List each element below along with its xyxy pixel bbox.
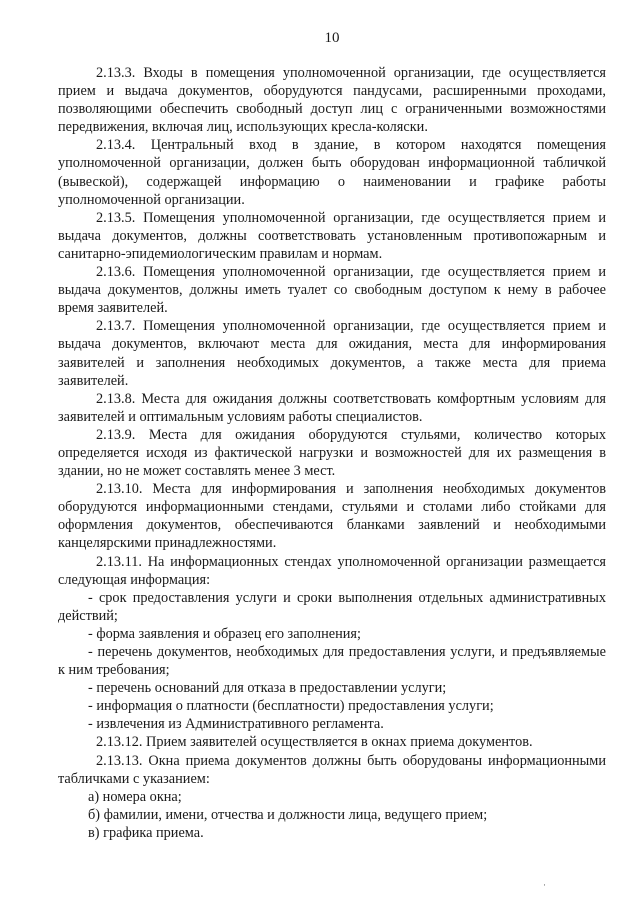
paragraph-2-13-13: 2.13.13. Окна приема документов должны быть оборудованы информационными табличками с указанием: xyxy=(58,752,606,787)
paragraph-2-13-9: 2.13.9. Места для ожидания оборудуются стульями, количество которых определяется исходя из фактической нагрузки и возможностей для их размещения в здании, но не может составлять менее 3 мест. xyxy=(58,426,606,480)
paragraph-2-13-7: 2.13.7. Помещения уполномоченной организации, где осуществляется прием и выдача документов, включают места для ожидания, места для информирования заявителей и заполнения необходимых документов, а также места для приема заявителей. xyxy=(58,318,606,389)
paragraph-2-13-8: 2.13.8. Места для ожидания должны соответствовать комфортным условиям для заявителей и оптимальным условиям работы специалистов. xyxy=(58,390,606,425)
paragraph-2-13-6: 2.13.6. Помещения уполномоченной организации, где осуществляется прием и выдача документов, должны иметь туалет со свободным доступом к нему в рабочее время заявителей. xyxy=(58,264,606,317)
list-item: в) графика приема. xyxy=(88,824,204,841)
page-number: 10 xyxy=(324,30,340,46)
paragraph-2-13-3: 2.13.3. Входы в помещения уполномоченной организации, где осуществляется прием и выдача документов, оборудуются пандусами, расширенными проходами, позволяющими обеспечить свободный доступ лиц с ограниченными возможностями передвижения, включая лиц, использующих кресла-коляски. xyxy=(58,65,606,136)
paragraph-2-13-4: 2.13.4. Центральный вход в здание, в котором находятся помещения уполномоченной организации, должен быть оборудован информационной табличкой (вывеской), содержащей информацию о наименовании и графике работы уполномоченной организации. xyxy=(58,137,606,208)
list-item: - извлечения из Административного регламента. xyxy=(88,716,384,733)
paragraph-2-13-12: 2.13.12. Прием заявителей осуществляется в окнах приема документов. xyxy=(96,734,533,751)
list-item: - форма заявления и образец его заполнения; xyxy=(88,625,361,642)
list-item: - срок предоставления услуги и сроки выполнения отдельных административных действий; xyxy=(58,589,606,624)
list-item: б) фамилии, имени, отчества и должности лица, ведущего прием; xyxy=(88,806,488,823)
list-item: - перечень оснований для отказа в предоставлении услуги; xyxy=(88,680,447,697)
list-item: - информация о платности (бесплатности) предоставления услуги; xyxy=(88,698,494,715)
paragraph-2-13-11: 2.13.11. На информационных стендах уполномоченной организации размещается следующая информация: xyxy=(58,553,606,588)
paragraph-2-13-10: 2.13.10. Места для информирования и заполнения необходимых документов оборудуются информационными стендами, стульями и столами либо стойками для оформления документов, обеспечиваются бланками заявлений и необходимыми канцелярскими принадлежностями. xyxy=(58,481,606,552)
list-item: - перечень документов, необходимых для предоставления услуги, и предъявляемые к ним требования; xyxy=(58,644,606,679)
paragraph-2-13-5: 2.13.5. Помещения уполномоченной организации, где осуществляется прием и выдача документов, должны соответствовать установленным противопожарным и санитарно-эпидемиологическим правилам и нормам. xyxy=(58,209,606,262)
list-item: а) номера окна; xyxy=(88,788,182,805)
document-body xyxy=(58,64,606,842)
scan-artifact-mark: · xyxy=(543,880,546,890)
